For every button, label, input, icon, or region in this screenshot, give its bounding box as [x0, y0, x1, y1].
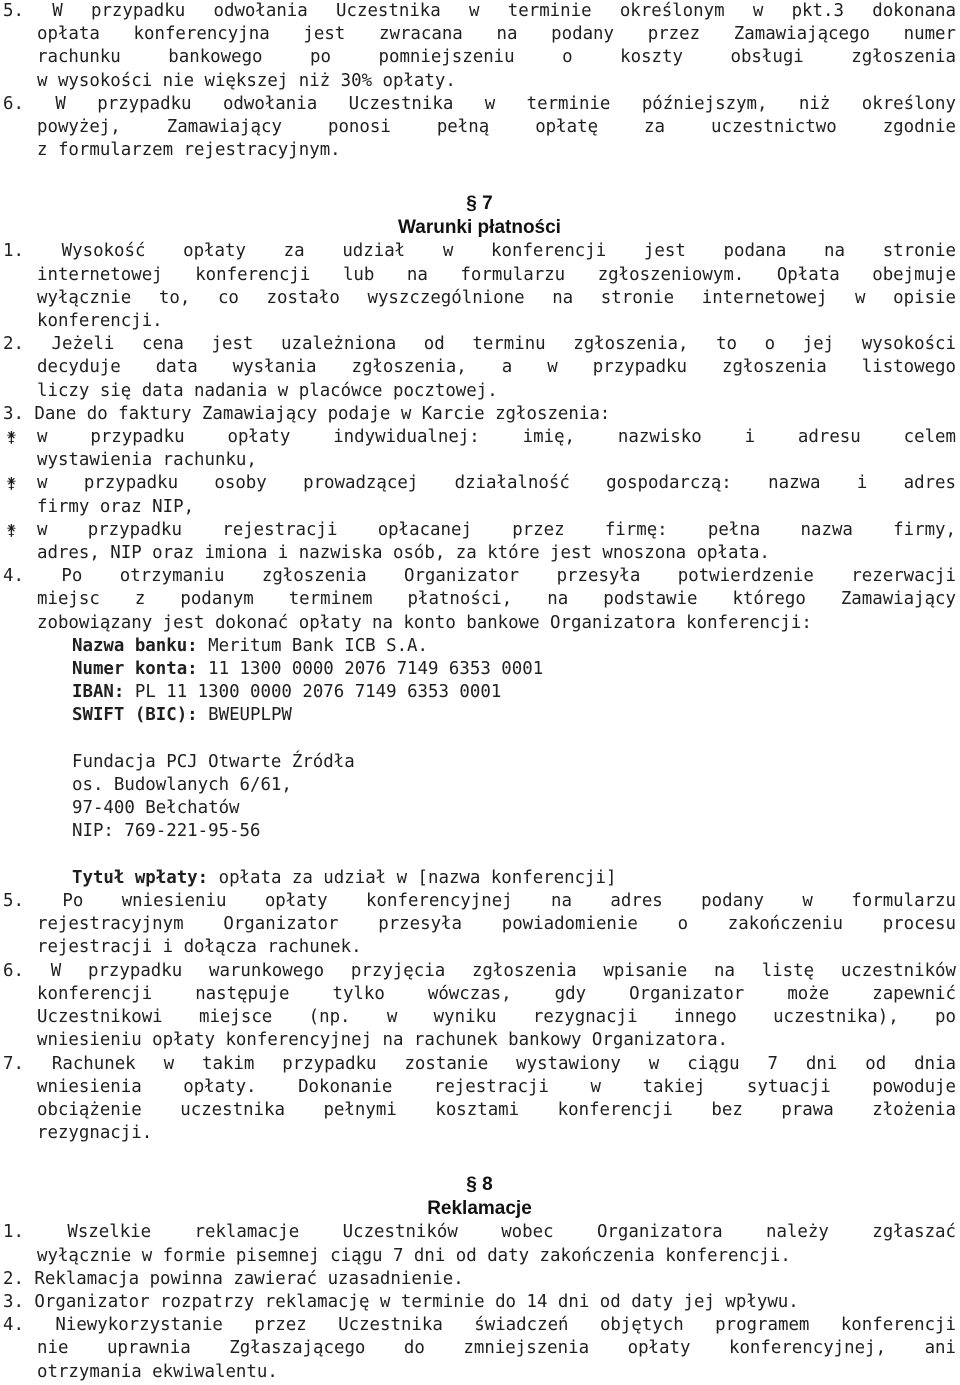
- text-line: rachunku bankowego po pomniejszeniu o koszty obsługi zgłoszenia: [37, 47, 956, 68]
- text-line: 6. W przypadku warunkowego przyjęcia zgłoszenia wpisanie na listę uczestników: [3, 960, 956, 981]
- text-line: 2. Jeżeli cena jest uzależniona od terminu zgłoszenia, to o jej wysokości: [3, 334, 956, 355]
- text-line: z formularzem rejestracyjnym.: [37, 140, 341, 161]
- section-number: § 7: [466, 193, 493, 215]
- text-line: konferencji.: [37, 311, 163, 332]
- list-item: [3, 472, 956, 518]
- text-line: rezygnacji.: [37, 1123, 153, 1144]
- paragraph-refund: [3, 0, 956, 93]
- spacer: [3, 162, 956, 192]
- text-line: adres, NIP oraz imiona i nazwiska osób, za które jest wnoszona opłata.: [37, 543, 770, 564]
- section-title: Reklamacje: [427, 1198, 532, 1220]
- account-number-label: Numer konta:: [72, 659, 198, 680]
- text-line: firmy oraz NIP,: [37, 496, 195, 517]
- swift-label: SWIFT (BIC):: [72, 705, 198, 726]
- paragraph-complaint-review: 3. Organizator rozpatrzy reklamację w terminie do 14 dni od daty jej wpływu.: [3, 1291, 799, 1312]
- paragraph-complaints-form: [3, 1221, 956, 1267]
- text-line: liczy się data nadania w placówce pocztowej.: [37, 380, 498, 401]
- text-line: w wysokości nie większej niż 30% opłaty.: [37, 70, 456, 91]
- iban-label: IBAN:: [72, 682, 125, 703]
- bank-details: [3, 635, 956, 728]
- text-line: konferencji następuje tylko wówczas, gdy Organizator może zapewnić: [37, 983, 956, 1004]
- text-line: wyłącznie w formie pisemnej ciągu 7 dni od daty zakończenia konferencji.: [37, 1245, 791, 1266]
- text-line: 5. W przypadku odwołania Uczestnika w terminie określonym w pkt.3 dokonana: [3, 1, 956, 21]
- paragraph-conditional-acceptance: [3, 960, 956, 1053]
- paragraph-late-cancellation: [3, 93, 956, 163]
- text-line: 4. Po otrzymaniu zgłoszenia Organizator przesyła potwierdzenie rezerwacji: [3, 566, 956, 587]
- transfer-title-row: [3, 867, 956, 890]
- text-line: 1. Wszelkie reklamacje Uczestników wobec Organizatora należy zgłaszać: [3, 1222, 956, 1243]
- text-line: wniesieniu opłaty konferencyjnej na rachunek bankowy Organizatora.: [37, 1030, 729, 1051]
- list-item: [3, 426, 956, 472]
- text-line: opłata konferencyjna jest zwracana na podany przez Zamawiającego numer: [37, 24, 956, 45]
- text-line: otrzymania ekwiwalentu.: [37, 1361, 278, 1382]
- address-line: os. Budowlanych 6/61,: [72, 775, 292, 796]
- text-line: rejestracyjnym Organizator przesyła powiadomienie o zakończeniu procesu: [37, 914, 956, 935]
- bank-name-row: [3, 635, 956, 658]
- text-line: 6. W przypadku odwołania Uczestnika w terminie późniejszym, niż określony: [3, 93, 956, 114]
- paragraph-unused-services: [3, 1314, 956, 1384]
- bank-name-label: Nazwa banku:: [72, 635, 198, 656]
- list-item: [3, 519, 956, 565]
- text-line: w przypadku osoby prowadzącej działalność gospodarczą: nazwa i adres: [37, 473, 956, 494]
- text-line: decyduje data wysłania zgłoszenia, a w przypadku zgłoszenia listowego: [37, 357, 956, 378]
- text-line: w przypadku rejestracji opłacanej przez firmę: pełna nazwa firmy,: [37, 519, 956, 540]
- text-line: 1. Wysokość opłaty za udział w konferencji jest podana na stronie: [3, 241, 956, 262]
- swift-value: BWEUPLPW: [208, 705, 292, 726]
- address-line: Fundacja PCJ Otwarte Źródła: [72, 751, 355, 772]
- text-line: 3. Dane do faktury Zamawiający podaje w Karcie zgłoszenia:: [3, 403, 611, 424]
- text-line: internetowej konferencji lub na formularzu zgłoszeniowym. Opłata obejmuje: [37, 264, 956, 285]
- account-number-value: 11 1300 0000 2076 7149 6353 0001: [208, 659, 544, 680]
- text-line: 5. Po wniesieniu opłaty konferencyjnej na adres podany w formularzu: [3, 891, 956, 912]
- text-line: wniesienia opłaty. Dokonanie rejestracji w takiej sytuacji powoduje: [37, 1076, 956, 1097]
- text-line: Uczestnikowi miejsce (np. w wyniku rezygnacji innego uczestnika), po: [37, 1007, 956, 1028]
- spacer: [3, 728, 956, 751]
- address-line: NIP: 769-221-95-56: [72, 821, 261, 842]
- paragraph-registration-notice: [3, 890, 956, 960]
- address-line: 97-400 Bełchatów: [72, 798, 240, 819]
- bullet-icon: ⚵: [6, 474, 17, 493]
- text-line: wystawienia rachunku,: [37, 450, 257, 471]
- spacer: [3, 1145, 956, 1173]
- account-number-row: [3, 658, 956, 681]
- text-line: miejsc z podanym terminem płatności, na podstawie którego Zamawiający: [37, 589, 956, 610]
- paragraph-complaint-justification: 2. Reklamacja powinna zawierać uzasadnienie.: [3, 1268, 464, 1289]
- section-title: Warunki płatności: [398, 217, 561, 239]
- swift-row: [3, 704, 956, 727]
- text-line: wyłącznie to, co zostało wyszczególnione na stronie internetowej w opisie: [37, 287, 956, 308]
- paragraph-fee-info: [3, 240, 956, 333]
- text-line: zobowiązany jest dokonać opłaty na konto bankowe Organizatora konferencji:: [37, 612, 812, 633]
- section-number: § 8: [466, 1174, 493, 1196]
- text-line: w przypadku opłaty indywidualnej: imię, nazwisko i adresu celem: [37, 427, 956, 448]
- text-line: nie uprawnia Zgłaszającego do zmniejszenia opłaty konferencyjnej, ani: [37, 1338, 956, 1359]
- organizer-address: [3, 751, 956, 844]
- paragraph-payment-confirmation: [3, 565, 956, 635]
- iban-value: PL 11 1300 0000 2076 7149 6353 0001: [134, 682, 502, 703]
- transfer-title-value: opłata za udział w [nazwa konferencji]: [218, 867, 617, 888]
- spacer: [3, 844, 956, 867]
- bullet-icon: ⚵: [6, 520, 17, 539]
- text-line: powyżej, Zamawiający ponosi pełną opłatę za uczestnictwo zgodnie: [37, 117, 956, 138]
- bank-name-value: Meritum Bank ICB S.A.: [208, 635, 428, 656]
- bullet-icon: ⚵: [6, 428, 17, 447]
- text-line: 4. Niewykorzystanie przez Uczestnika świadczeń objętych programem konferencji: [3, 1315, 956, 1336]
- transfer-title-label: Tytuł wpłaty:: [72, 867, 209, 888]
- paragraph-invoice-data: [3, 403, 956, 565]
- iban-row: [3, 681, 956, 704]
- paragraph-invoice-issue: [3, 1053, 956, 1146]
- text-line: rejestracji i dołącza rachunek.: [37, 937, 362, 958]
- text-line: obciążenie uczestnika pełnymi kosztami konferencji bez prawa złożenia: [37, 1099, 956, 1120]
- paragraph-price-date: [3, 333, 956, 403]
- text-line: 7. Rachunek w takim przypadku zostanie wystawiony w ciągu 7 dni od dnia: [3, 1053, 956, 1074]
